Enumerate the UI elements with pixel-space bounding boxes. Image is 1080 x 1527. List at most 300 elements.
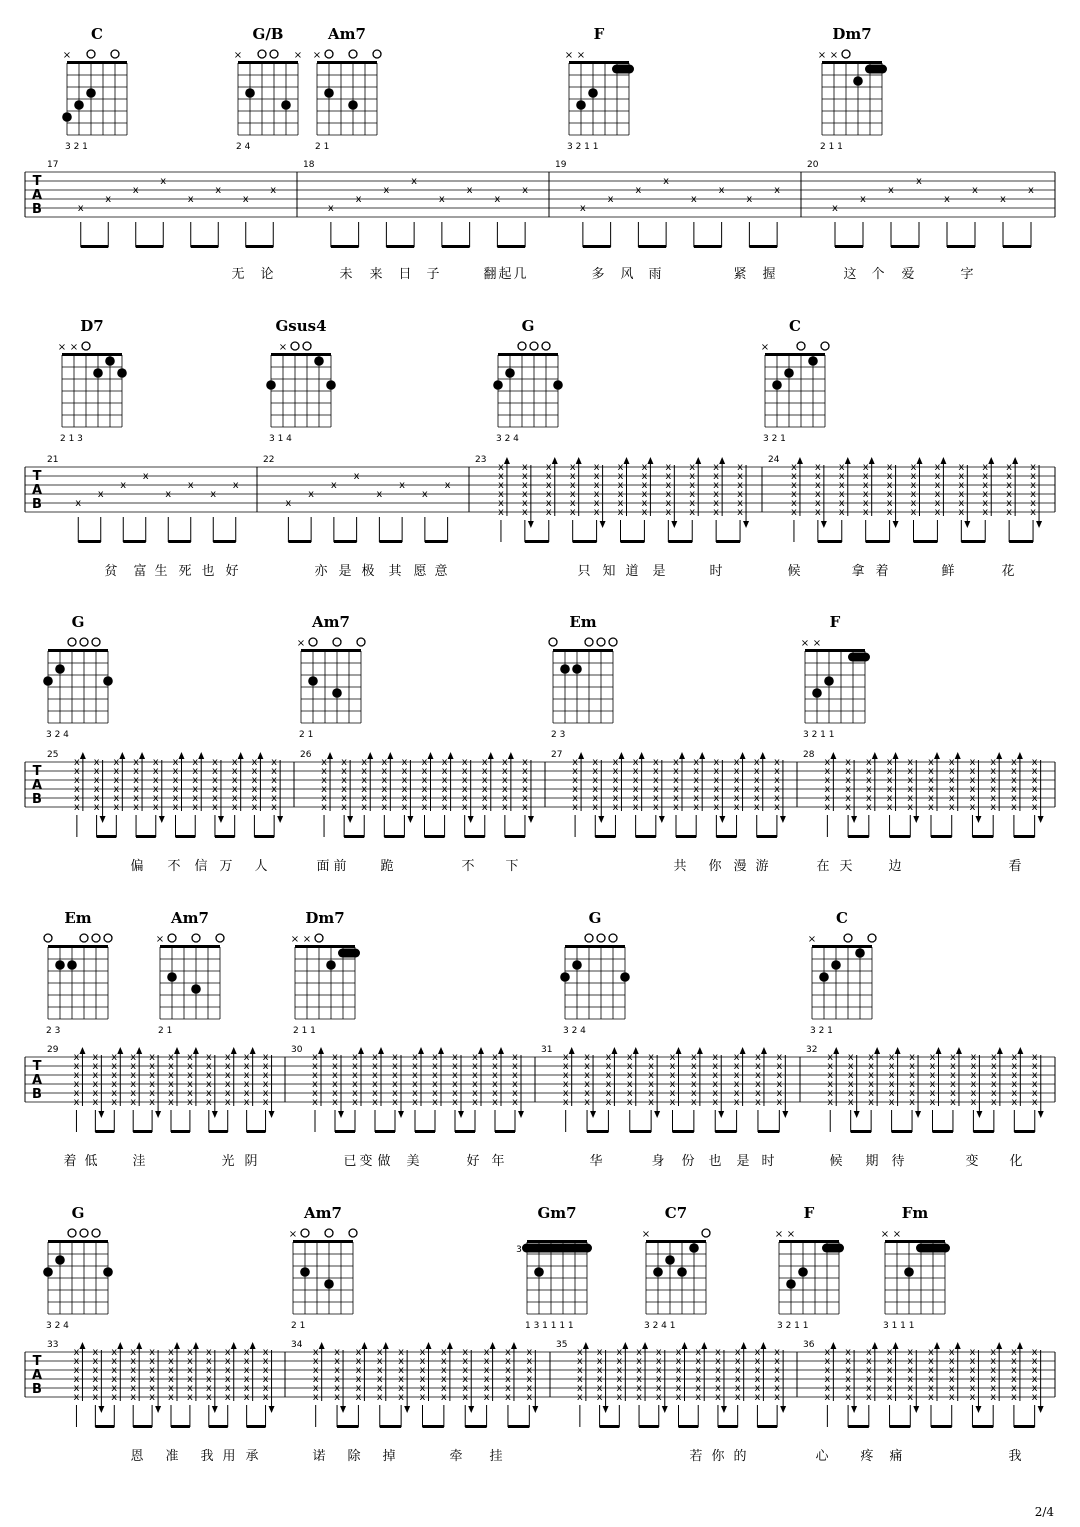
muted-string-marker: × [812, 638, 822, 649]
strum-x: x [754, 1374, 761, 1385]
strum-x: x [990, 775, 997, 786]
beam [1014, 1425, 1035, 1428]
beam [442, 245, 470, 248]
strum-x: x [341, 802, 348, 813]
arrow-head [136, 1342, 142, 1349]
strum-x: x [990, 757, 997, 768]
arrow-head [218, 816, 224, 823]
chord-nut [238, 61, 298, 64]
strum-x: x [262, 1374, 269, 1385]
finger-numbers: 2 1 1 [293, 1026, 316, 1036]
strum-x: x [695, 1347, 702, 1358]
muted-string-marker: × [829, 50, 839, 61]
finger-dot [689, 1243, 699, 1253]
open-string-marker [44, 934, 52, 942]
lyric-char: 只 [577, 564, 591, 579]
muted-string-marker: × [800, 638, 810, 649]
strum-x: x [665, 507, 672, 518]
strum-x: x [497, 498, 504, 509]
strum-x: x [186, 1061, 193, 1072]
strum-x: x [910, 462, 917, 473]
strum-x: x [472, 1088, 478, 1099]
finger-numbers: 3 2 4 1 [644, 1321, 676, 1331]
strum-x: x [734, 1347, 741, 1358]
finger-dot [43, 676, 53, 686]
strum-x: x [521, 775, 528, 786]
strum-x: x [461, 757, 468, 768]
arrow-head [528, 816, 534, 823]
strum-x: x [673, 784, 679, 795]
beam [749, 245, 777, 248]
strum-x: x [948, 1383, 955, 1394]
strum-x: x [790, 489, 797, 500]
strum-x: x [334, 1392, 341, 1403]
strum-x: x [205, 1356, 212, 1367]
beam [694, 245, 722, 248]
strum-x: x [461, 766, 468, 777]
strum-x: x [398, 1374, 405, 1385]
strum-x: x [381, 802, 388, 813]
strum-x: x [372, 1079, 378, 1090]
strum-x: x [73, 1347, 80, 1358]
arrow-head [498, 1047, 504, 1054]
beam [331, 245, 359, 248]
lyric-char: 候 [829, 1154, 843, 1169]
strum-x: x [1031, 784, 1038, 795]
strum-x: x [958, 480, 965, 491]
lyric-char: 人 [254, 859, 268, 874]
arrow-head [404, 1406, 410, 1413]
beam [961, 540, 985, 543]
strum-x: x [865, 1347, 872, 1358]
beam [123, 540, 146, 543]
muted-note: x [232, 480, 239, 491]
strum-x: x [907, 784, 914, 795]
strum-x: x [845, 1383, 852, 1394]
muted-note: x [105, 194, 112, 205]
finger-dot [326, 960, 336, 970]
measure-number: 25 [47, 750, 59, 760]
strum-x: x [790, 498, 797, 509]
chord-name: Gm7 [537, 1204, 577, 1222]
open-string-marker [585, 934, 593, 942]
strum-x: x [910, 507, 917, 518]
strum-x: x [827, 1097, 834, 1108]
finger-dot [534, 1267, 544, 1277]
strum-x: x [617, 480, 624, 491]
beam [573, 540, 597, 543]
arrow-head [257, 752, 263, 759]
arrow-head [193, 1047, 199, 1054]
strum-x: x [381, 784, 388, 795]
strum-x: x [111, 1070, 118, 1081]
strum-x: x [1006, 471, 1013, 482]
strum-x: x [928, 775, 934, 786]
arrow-head [578, 752, 584, 759]
lyric-char: 华 [589, 1154, 603, 1169]
beam [495, 1130, 515, 1133]
muted-string-marker: × [302, 934, 312, 945]
strum-x: x [886, 498, 893, 509]
measure-number: 34 [291, 1340, 303, 1350]
arrow-head [139, 752, 145, 759]
strum-x: x [334, 1365, 341, 1376]
strum-x: x [1006, 462, 1013, 473]
arrow-head [869, 457, 875, 464]
beam [213, 540, 236, 543]
strum-x: x [205, 1052, 212, 1063]
strum-x: x [886, 489, 893, 500]
strum-x: x [492, 1052, 498, 1063]
lyric-char: 已 [343, 1154, 357, 1169]
muted-string-marker: × [892, 1229, 902, 1240]
arrow-head [117, 1342, 123, 1349]
finger-numbers: 2 1 [299, 730, 314, 740]
arrow-head [1038, 1111, 1044, 1118]
lyric-char: 用 [222, 1449, 236, 1464]
chord-nut [498, 353, 558, 356]
strum-x: x [355, 1383, 362, 1394]
arrow-head [821, 521, 827, 528]
strum-x: x [669, 1061, 676, 1072]
arrow-head [155, 1406, 161, 1413]
strum-x: x [1031, 1079, 1038, 1090]
strum-x: x [312, 1383, 319, 1394]
strum-x: x [186, 1392, 193, 1403]
strum-x: x [361, 775, 368, 786]
strum-x: x [93, 793, 100, 804]
strum-x: x [593, 507, 600, 518]
strum-x: x [251, 802, 258, 813]
strum-x: x [605, 1079, 612, 1090]
barre-mark [865, 65, 887, 74]
strum-x: x [862, 462, 869, 473]
strum-x: x [152, 757, 159, 768]
strum-x: x [845, 1392, 852, 1403]
open-string-marker [373, 50, 381, 58]
beam [890, 1425, 911, 1428]
strum-x: x [1011, 1052, 1018, 1063]
strum-x: x [398, 1347, 405, 1358]
strum-x: x [133, 784, 140, 795]
strum-x: x [690, 1052, 697, 1063]
strum-x: x [948, 1356, 955, 1367]
strum-x: x [689, 480, 696, 491]
strum-x: x [168, 1097, 174, 1108]
strum-x: x [186, 1383, 193, 1394]
strum-x: x [262, 1070, 269, 1081]
strum-x: x [990, 1088, 997, 1099]
beam [716, 835, 736, 838]
strum-x: x [753, 775, 760, 786]
arrow-head [193, 1342, 199, 1349]
arrow-head [383, 1342, 389, 1349]
strum-x: x [790, 480, 797, 491]
finger-dot [324, 1279, 334, 1289]
strum-x: x [969, 1365, 976, 1376]
open-string-marker [325, 1229, 333, 1237]
strum-x: x [1030, 471, 1037, 482]
arrow-head [418, 1047, 424, 1054]
open-string-marker [844, 934, 852, 942]
arrow-head [117, 1047, 123, 1054]
strum-x: x [982, 507, 989, 518]
strum-x: x [168, 1347, 174, 1358]
lyric-char: 前 [333, 859, 347, 874]
strum-x: x [632, 793, 639, 804]
chord-diagram-f [775, 1204, 844, 1331]
strum-x: x [93, 775, 100, 786]
strum-x: x [168, 1070, 174, 1081]
strum-x: x [224, 1070, 231, 1081]
strum-x: x [990, 1079, 997, 1090]
lyric-char: 爱 [901, 267, 915, 282]
arrow-head [624, 457, 630, 464]
strum-x: x [648, 1097, 655, 1108]
strum-x: x [186, 1070, 193, 1081]
strum-x: x [341, 757, 348, 768]
strum-x: x [714, 1392, 721, 1403]
strum-x: x [576, 1383, 583, 1394]
beam [583, 245, 611, 248]
strum-x: x [669, 1052, 676, 1063]
strum-x: x [773, 784, 780, 795]
strum-x: x [689, 498, 696, 509]
strum-x: x [398, 1365, 405, 1376]
strum-x: x [381, 793, 388, 804]
strum-x: x [754, 1347, 761, 1358]
strum-x: x [907, 793, 914, 804]
arrow-head [508, 752, 514, 759]
finger-numbers: 1 3 1 1 1 1 [525, 1321, 574, 1331]
strum-x: x [847, 1079, 854, 1090]
strum-x: x [462, 1365, 469, 1376]
arrow-head [1036, 521, 1042, 528]
arrow-head [956, 1047, 962, 1054]
strum-x: x [512, 1061, 518, 1072]
strum-x: x [572, 802, 579, 813]
strum-x: x [868, 1052, 875, 1063]
strum-x: x [130, 1365, 137, 1376]
strum-x: x [168, 1052, 174, 1063]
muted-note: x [1028, 185, 1034, 196]
strum-x: x [754, 1356, 761, 1367]
arrow-head [407, 816, 413, 823]
strum-x: x [907, 757, 914, 768]
strum-x: x [562, 1052, 569, 1063]
finger-dot [855, 948, 865, 958]
lyric-char: 准 [165, 1449, 179, 1464]
tab-clef-letter: T [32, 469, 42, 484]
strum-x: x [243, 1392, 250, 1403]
strum-x: x [928, 1356, 934, 1367]
strum-x: x [584, 1079, 591, 1090]
beam [630, 1130, 651, 1133]
strum-x: x [332, 1070, 338, 1081]
strum-x: x [776, 1061, 783, 1072]
arrow-head [318, 1047, 324, 1054]
lyric-char: 握 [762, 267, 776, 282]
measure-number: 18 [303, 160, 315, 170]
arrow-head [447, 1342, 453, 1349]
strum-x: x [969, 1392, 976, 1403]
chord-name: G [521, 317, 535, 335]
lyric-char: 除 [347, 1449, 361, 1464]
measure-number: 31 [541, 1045, 553, 1055]
strum-x: x [452, 1088, 458, 1099]
arrow-head [622, 1342, 628, 1349]
strum-x: x [576, 1365, 583, 1376]
open-string-marker [518, 342, 526, 350]
strum-x: x [569, 471, 576, 482]
strum-x: x [616, 1347, 623, 1358]
strum-x: x [909, 1061, 916, 1072]
strum-x: x [612, 784, 619, 795]
strum-x: x [648, 1079, 655, 1090]
strum-x: x [632, 784, 639, 795]
strum-x: x [341, 775, 348, 786]
strum-x: x [910, 489, 917, 500]
arrow-head [917, 457, 923, 464]
strum-x: x [341, 793, 348, 804]
finger-dot [572, 960, 582, 970]
open-string-marker [92, 1229, 100, 1237]
muted-string-marker: × [786, 1229, 796, 1240]
strum-x: x [352, 1061, 358, 1072]
strum-x: x [205, 1347, 212, 1358]
strum-x: x [376, 1392, 383, 1403]
strum-x: x [948, 1374, 955, 1385]
arrow-head [845, 457, 851, 464]
strum-x: x [948, 1365, 955, 1376]
beam [133, 1425, 152, 1428]
tab-staff-system-5 [25, 1340, 1055, 1464]
strum-x: x [754, 1383, 761, 1394]
arrow-head [893, 521, 899, 528]
strum-x: x [669, 1070, 676, 1081]
open-string-marker [80, 638, 88, 646]
lyric-char: 论 [260, 267, 274, 282]
muted-note: x [690, 194, 697, 205]
finger-numbers: 3 2 4 [46, 1321, 69, 1331]
finger-dot [560, 664, 570, 674]
open-string-marker [325, 50, 333, 58]
tab-clef-letter: B [32, 1382, 42, 1397]
strum-x: x [865, 1383, 872, 1394]
finger-numbers: 2 3 [46, 1026, 61, 1036]
strum-x: x [130, 1088, 137, 1099]
strum-x: x [592, 766, 599, 777]
strum-x: x [737, 462, 744, 473]
strum-x: x [186, 1079, 193, 1090]
strum-x: x [990, 1392, 997, 1403]
open-string-marker [868, 934, 876, 942]
strum-x: x [497, 507, 504, 518]
strum-x: x [355, 1365, 362, 1376]
lyric-char: 的 [733, 1449, 747, 1464]
open-string-marker [111, 50, 119, 58]
strum-x: x [774, 1392, 781, 1403]
strum-x: x [462, 1356, 469, 1367]
strum-x: x [440, 1383, 447, 1394]
strum-x: x [481, 757, 488, 768]
beam [246, 245, 274, 248]
open-string-marker [68, 1229, 76, 1237]
arrow-head [155, 1111, 161, 1118]
strum-x: x [1011, 1097, 1018, 1108]
arrow-head [367, 752, 373, 759]
strum-x: x [907, 1383, 914, 1394]
strum-x: x [504, 1347, 511, 1358]
strum-x: x [421, 757, 428, 768]
arrow-head [913, 816, 919, 823]
beam [1003, 245, 1031, 248]
strum-x: x [734, 1365, 741, 1376]
strum-x: x [712, 1097, 719, 1108]
strum-x: x [381, 775, 388, 786]
beam [947, 245, 975, 248]
strum-x: x [733, 775, 740, 786]
chord-diagram-gm7 [516, 1204, 592, 1331]
arrow-head [358, 1047, 364, 1054]
strum-x: x [737, 507, 744, 518]
strum-x: x [824, 1347, 831, 1358]
lyric-char: 牵 [449, 1449, 463, 1464]
arrow-head [269, 1111, 275, 1118]
tab-clef-letter: T [32, 174, 42, 189]
strum-x: x [441, 793, 448, 804]
lyric-char: 我 [1008, 1449, 1022, 1464]
strum-x: x [593, 489, 600, 500]
strum-x: x [1011, 1079, 1018, 1090]
strum-x: x [545, 471, 552, 482]
strum-x: x [381, 757, 388, 768]
strum-x: x [774, 1356, 781, 1367]
beam [600, 1425, 620, 1428]
measure-number: 19 [555, 160, 567, 170]
strum-x: x [501, 775, 508, 786]
strum-x: x [928, 793, 934, 804]
strum-x: x [969, 757, 976, 768]
strum-x: x [754, 1392, 761, 1403]
strum-x: x [673, 802, 679, 813]
arrow-head [955, 752, 961, 759]
strum-x: x [616, 1374, 623, 1385]
strum-x: x [401, 757, 408, 768]
barre-mark [338, 949, 360, 958]
open-string-marker [80, 934, 88, 942]
strum-x: x [361, 802, 368, 813]
strum-x: x [713, 802, 720, 813]
arrow-head [552, 457, 558, 464]
strum-x: x [130, 1061, 137, 1072]
finger-dot [103, 676, 113, 686]
strum-x: x [113, 793, 120, 804]
strum-x: x [231, 793, 238, 804]
chord-diagram-em [549, 613, 617, 740]
strum-x: x [172, 784, 179, 795]
chord-nut [646, 1240, 706, 1243]
strum-x: x [251, 757, 258, 768]
strum-x: x [1010, 1383, 1017, 1394]
arrow-head [238, 752, 244, 759]
finger-dot [904, 1267, 914, 1277]
strum-x: x [886, 766, 893, 777]
strum-x: x [149, 1374, 156, 1385]
lyric-char: 光 [221, 1154, 235, 1169]
strum-x: x [693, 784, 700, 795]
strum-x: x [862, 471, 869, 482]
